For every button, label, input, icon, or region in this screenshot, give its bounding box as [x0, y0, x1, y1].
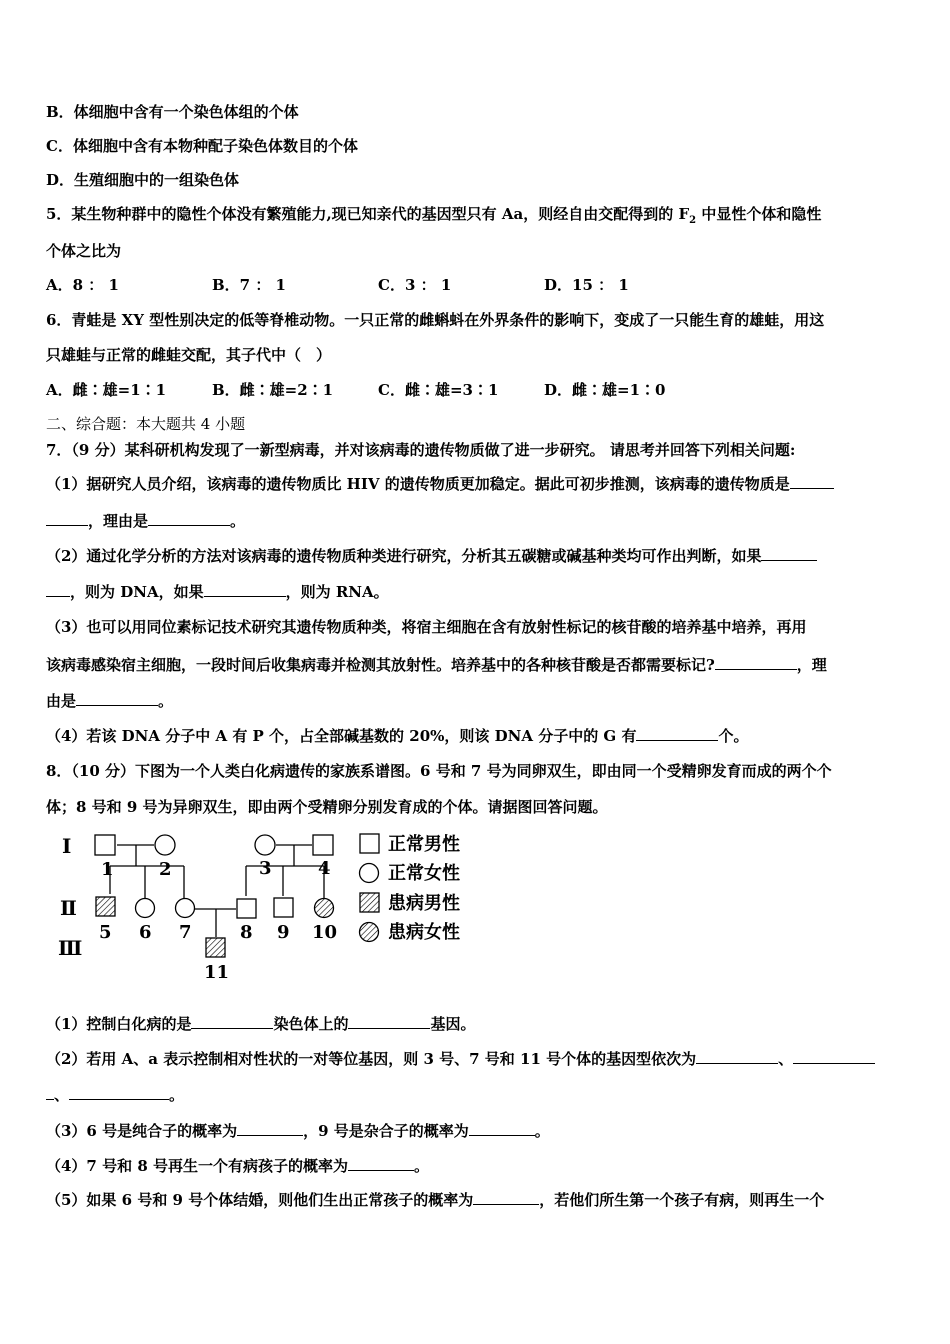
legend-affected-female: 患病女性: [388, 922, 460, 943]
answer-blank[interactable]: [790, 474, 834, 489]
answer-blank[interactable]: [715, 655, 797, 670]
legend-normal-female-symbol: [360, 864, 379, 883]
number-label: 2: [159, 859, 172, 880]
q5-option-b: B．7 ： 1: [212, 276, 286, 294]
q4-option-b: B．体细胞中含有一个染色体组的个体: [46, 103, 299, 121]
q6-option-d: D．雌∶雄=1∶0: [544, 381, 666, 399]
number-label: 10: [312, 922, 338, 943]
q7-part2-line1: （2）通过化学分析的方法对该病毒的遗传物质种类进行研究，分析其五碳糖或碱基种类均可作出判断，如果: [46, 546, 817, 566]
answer-blank[interactable]: [469, 1121, 535, 1136]
q8-part3: （3）6 号是纯合子的概率为 ，9 号是杂合子的概率为 。: [46, 1122, 550, 1140]
q8-part4: （4）7 号和 8 号再生一个有病孩子的概率为 。: [46, 1157, 429, 1175]
individual-7: [176, 899, 195, 918]
answer-blank[interactable]: [46, 582, 70, 597]
number-label: 11: [204, 962, 230, 983]
number-label: 7: [179, 922, 192, 943]
answer-blank[interactable]: [76, 691, 158, 706]
number-label: 3: [259, 858, 272, 879]
answer-blank[interactable]: [348, 1014, 430, 1029]
legend-normal-male: 正常男性: [388, 834, 460, 855]
answer-blank[interactable]: [148, 511, 230, 526]
individual-3: [255, 835, 275, 855]
answer-blank[interactable]: [204, 582, 286, 597]
q5-option-c: C．3 ： 1: [378, 276, 452, 294]
answer-blank[interactable]: [191, 1014, 273, 1029]
q8-part5: （5）如果 6 号和 9 号个体结婚，则他们生出正常孩子的概率为 ，若他们所生第一个孩子有病，则再生一个: [46, 1191, 825, 1209]
answer-blank[interactable]: [348, 1156, 414, 1171]
generation-label-2: Ⅱ: [60, 896, 77, 920]
answer-blank[interactable]: [46, 1085, 54, 1100]
q7-stem: 7．（9 分）某科研机构发现了一新型病毒，并对该病毒的遗传物质做了进一步研究。 请思考并回答下列相关问题:: [46, 441, 796, 459]
legend-affected-male: 患病男性: [388, 893, 460, 914]
q7-part1-line1: （1）据研究人员介绍，该病毒的遗传物质比 HIV 的遗传物质更加稳定。据此可初步推测，该病毒的遗传物质是: [46, 474, 834, 494]
generation-label-1: Ⅰ: [62, 834, 72, 858]
q7-part1-line2: ，理由是 。: [46, 511, 245, 531]
legend-normal-female: 正常女性: [388, 863, 460, 884]
q5-stem-line2: 个体之比为: [46, 242, 122, 260]
answer-blank[interactable]: [237, 1121, 303, 1136]
q8-stem-line1: 8．（10 分）下图为一个人类白化病遗传的家族系谱图。6 号和 7 号为同卵双生，即由同一个受精卵发育而成的两个个: [46, 762, 832, 780]
legend-affected-female-symbol: [360, 923, 379, 942]
q7-part4: （4）若该 DNA 分子中 A 有 P 个，占全部碱基数的 20%，则该 DNA 分子中的 G 有 个。: [46, 727, 749, 745]
number-label: 9: [277, 922, 290, 943]
answer-blank[interactable]: [473, 1190, 539, 1205]
number-label: 4: [318, 858, 331, 879]
individual-11: [206, 938, 225, 957]
individual-1: [95, 835, 115, 855]
generation-label-3: Ⅲ: [58, 936, 83, 960]
q5-options: [46, 275, 629, 295]
individual-2: [155, 835, 175, 855]
pedigree-chart: [46, 826, 486, 986]
legend-affected-male-symbol: [360, 893, 379, 912]
q5-stem-line1: 5．某生物种群中的隐性个体没有繁殖能力,现已知亲代的基因型只有 Aa，则经自由交配得到的 $F_2$ 中显性个体和隐性: [46, 205, 822, 226]
individual-10: [315, 899, 334, 918]
q6-option-c: C．雌∶雄=3∶1: [378, 381, 499, 399]
answer-blank[interactable]: [69, 1085, 169, 1100]
q7-part3-line3: 由是 。: [46, 692, 174, 710]
q6-options: [46, 380, 665, 400]
legend-normal-male-symbol: [360, 834, 379, 853]
q5-option-a: A．8 ： 1: [46, 276, 119, 294]
q6-stem-line1: 6．青蛙是 XY 型性别决定的低等脊椎动物。一只正常的雌蝌蚪在外界条件的影响下，变成了一只能生育的雄蛙，用这: [46, 311, 825, 329]
number-label: 8: [240, 922, 253, 943]
individual-6: [136, 899, 155, 918]
number-label: 1: [101, 859, 114, 880]
individual-5: [96, 897, 115, 916]
q6-stem-line2: 只雄蛙与正常的雌蛙交配，其子代中（ ）: [46, 346, 332, 364]
answer-blank[interactable]: [761, 546, 817, 561]
section-heading: 二、综合题：本大题共 4 小题: [46, 415, 246, 433]
q7-part3-line1: （3）也可以用同位素标记技术研究其遗传物质种类，将宿主细胞在含有放射性标记的核苷酸的培养基中培养，再用: [46, 618, 807, 636]
answer-blank[interactable]: [636, 726, 718, 741]
q7-part3-line2: 该病毒感染宿主细胞，一段时间后收集病毒并检测其放射性。培养基中的各种核苷酸是否都需要标记? ，理: [46, 656, 827, 674]
q8-part1: （1）控制白化病的是 染色体上的 基因。: [46, 1015, 476, 1033]
number-label: 5: [99, 922, 112, 943]
answer-blank[interactable]: [46, 511, 88, 526]
individual-9: [274, 898, 293, 917]
q4-option-d: D．生殖细胞中的一组染色体: [46, 171, 240, 189]
answer-blank[interactable]: [793, 1049, 875, 1064]
answer-blank[interactable]: [696, 1049, 778, 1064]
q6-option-b: B．雌∶雄=2∶1: [212, 381, 334, 399]
q4-option-c: C．体细胞中含有本物种配子染色体数目的个体: [46, 137, 358, 155]
q6-option-a: A．雌∶雄=1∶1: [46, 381, 167, 399]
q8-stem-line2: 体；8 号和 9 号为异卵双生，即由两个受精卵分别发育成的个体。请据图回答问题。: [46, 798, 608, 816]
individual-8: [237, 899, 256, 918]
q7-part2-line2: ，则为 DNA，如果 ，则为 RNA。: [46, 582, 389, 602]
q8-part2-line2: 、 。: [46, 1085, 184, 1105]
number-label: 6: [139, 922, 152, 943]
individual-4: [313, 835, 333, 855]
q8-part2-line1: （2）若用 A、a 表示控制相对性状的一对等位基因，则 3 号、7 号和 11 号个体的基因型依次为 、: [46, 1049, 875, 1069]
q5-option-d: D．15 ： 1: [544, 276, 629, 294]
